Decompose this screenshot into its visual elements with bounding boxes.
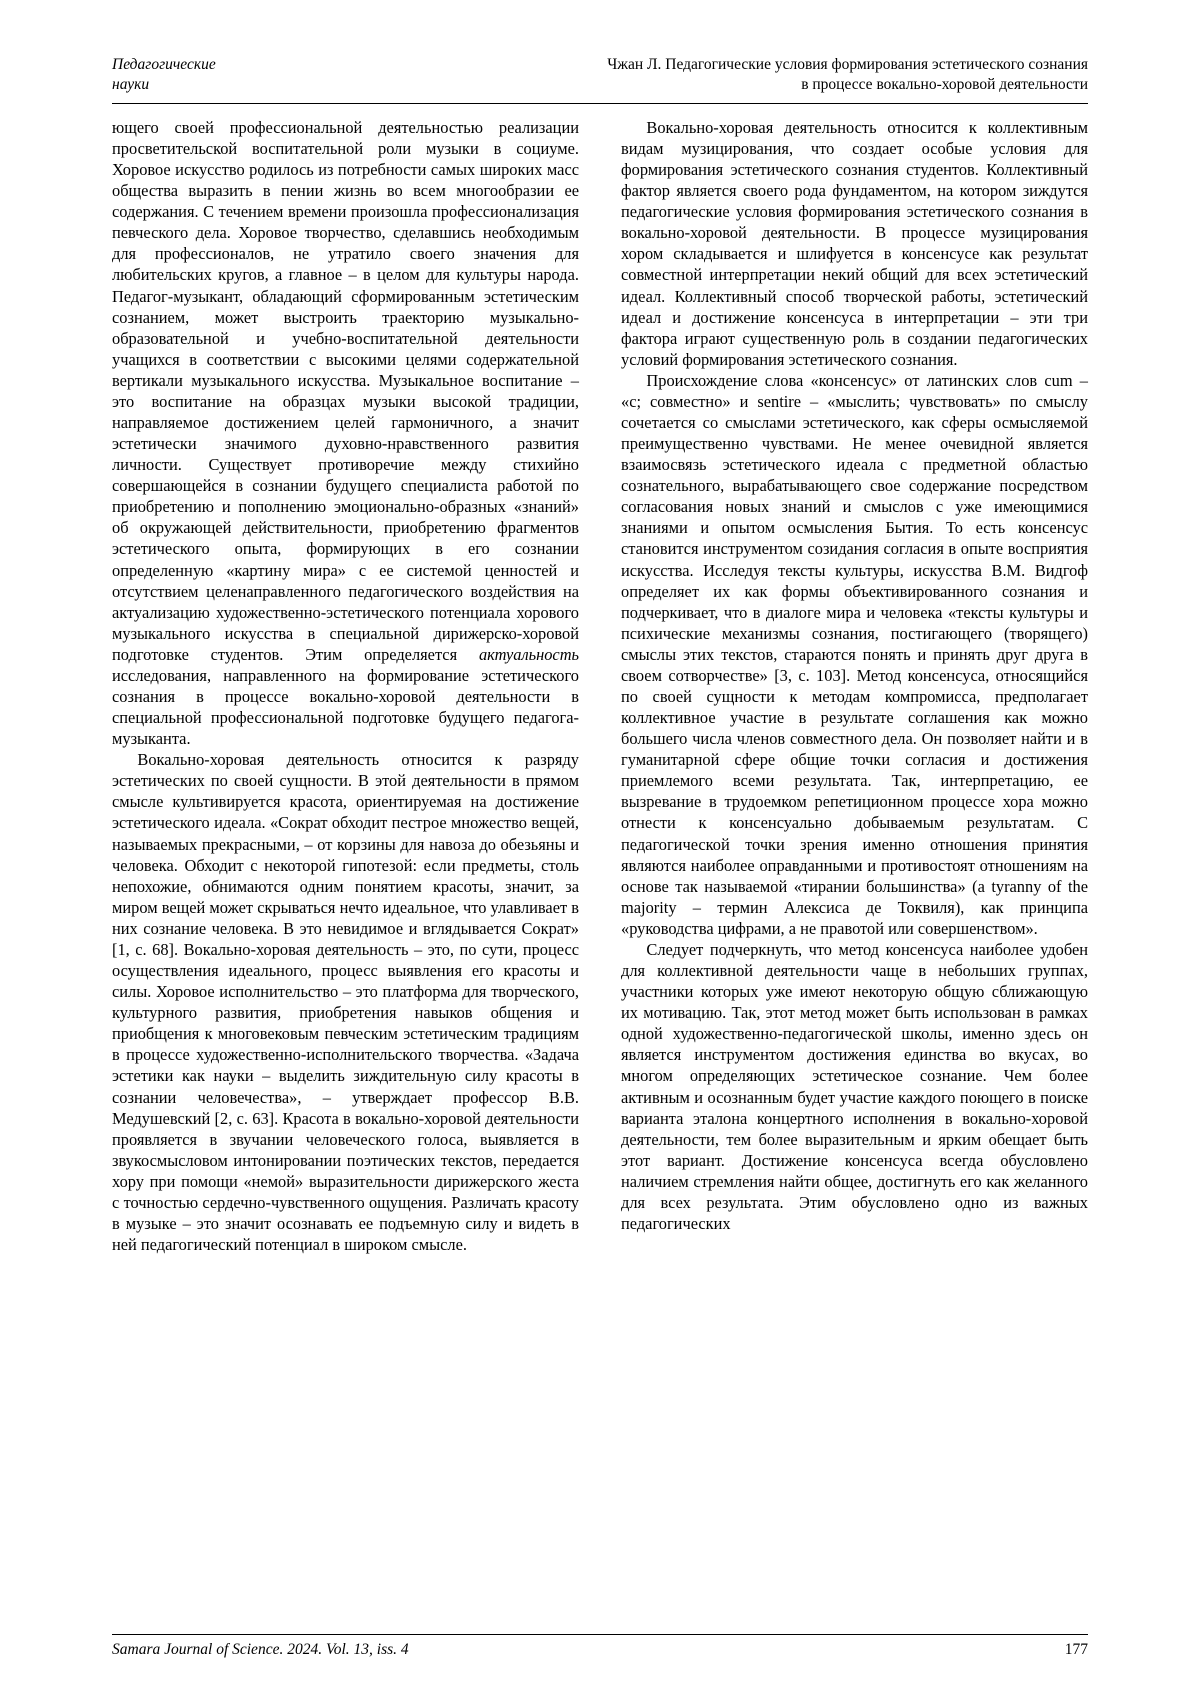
paragraph-emphasis: актуальность: [478, 644, 579, 664]
running-head-section: [112, 55, 424, 96]
page-footer: [112, 1634, 1088, 1659]
paragraph: Следует подчеркнуть, что метод консенсуса наиболее удобен для коллективной деятельности чаще в небольших группах, участники которых уже имеют некоторую общую сближающую их мотивацию. Так, этот метод может быть использован в рамках одной художественно-педагогической школы, именно здесь он является инструментом достижения единства во вкусах, во многом определяющих эстетическое сознание. Чем более активным и осознанным будет участие каждого поющего в поиске варианта эталона концертного исполнения в вокально-хоровой деятельности, тем более выразительным и ярким обещает быть этот вариант. Достижение консенсуса всегда обусловлено наличием стремления найти общее, достигнуть его как желанного для всех результата. Этим обусловлено одно из важных педагогических: [621, 939, 1088, 1233]
journal-citation: Samara Journal of Science. 2024. Vol. 13, iss. 4: [112, 1641, 409, 1658]
column-right: [621, 117, 1088, 1572]
running-head-title: [444, 55, 1088, 96]
running-head-title-line2: в процессе вокально-хоровой деятельности: [801, 76, 1088, 94]
page-number: 177: [1064, 1641, 1088, 1658]
paragraph: Вокально-хоровая деятельность относится к коллективным видам музицирования, что создает особые условия для формирования эстетического сознания студентов. Коллективный фактор является своего рода фундаментом, на котором зиждутся педагогические условия формирования эстетического сознания в вокально-хоровой деятельности. В процессе музицирования хором складывается и шлифуется в консенсусе как результат совместной интерпретации некий общий для всех эстетический идеал. Коллективный способ творческой работы, эстетический идеал и достижение консенсуса в интерпретации – эти три фактора играют существенную роль в создании педагогических условий формирования эстетического сознания.: [621, 117, 1088, 369]
paragraph: [112, 117, 579, 749]
running-head-section-line1: Педагогические: [112, 56, 216, 73]
paragraph-text-tail: исследования, направленного на формирование эстетического сознания в процессе вокально-хоровой деятельности в специальной профессиональной подготовке будущего педагога-музыканта.: [112, 665, 579, 749]
running-head: [112, 55, 1088, 104]
paragraph-text: ющего своей профессиональной деятельностью реализации просветительской воспитательной роли музыки в социуме. Хоровое искусство родилось из потребности самых широких масс общества выразить в пении жизнь во всем многообразии ее содержания. С течением времени произошла профессионализация певческого дела. Хоровое творчество, сделавшись необходимым для профессионалов, не утратило своего значения для любительских кругов, а главное – в целом для культуры народа. Педагог-музыкант, обладающий сформированным эстетическим сознанием, может выстроить траекторию музыкально-образовательной и учебно-воспитательной деятельности учащихся в соответствии с высокими целями содержательной вертикали музыкального искусства. Музыкальное воспитание – это воспитание на образцах музыки высокой традиции, направляемое достижением целей гармоничного, а значит эстетически значимого духовно-нравственного развития личности. Существует противоречие между стихийно совершающейся в сознании будущего специалиста работой по приобретению и пополнению эмоционально-образных «знаний» об окружающей действительности, приобретению фрагментов эстетического опыта, формирующих в его сознании определенную «картину мира» с ее системой ценностей и отсутствием целенаправленного педагогического воздействия на актуализацию художественно-эстетического потенциала хорового музыкального искусства в специальной дирижерско-хоровой подготовке студентов. Этим определяется: [112, 117, 579, 664]
running-head-section-line2: науки: [112, 76, 150, 94]
column-left: [112, 117, 579, 1572]
paragraph: Происхождение слова «консенсус» от латинских слов cum – «с; совместно» и sentire – «мыслить; чувствовать» по смыслу сочетается со смыслами эстетического, как сферы осмысляемой преимущественно чувствами. Не менее очевидной является взаимосвязь эстетического идеала с предметной областью сознательного, вырабатывающего свое содержание посредством согласования новых знаний и смыслов с уже имеющимися знаниями и опытом осмысления Бытия. То есть консенсус становится инструментом созидания согласия в опыте восприятия искусства. Исследуя тексты культуры, искусства В.М. Видгоф определяет их как формы объективированного сознания и подчеркивает, что в диалоге мира и человека «тексты культуры и психические механизмы сознания, постигающего (творящего) смыслы этих текстов, стараются понять и принять друг друга в своем сотворчестве» [3, с. 103]. Метод консенсуса, относящийся по своей сущности к методам компромисса, предполагает коллективное участие в результате соглашения как можно большего числа членов совместного дела. Он позволяет найти и в гуманитарной сфере общие точки согласия и достижения приемлемого всеми результата. Так, интерпретацию, ее вызревание в трудоемком репетиционном процессе хора можно отнести к консенсуально добываемым результатам. С педагогической точки зрения именно отношения принятия являются наиболее оправданными и противостоят отношениям на основе так называемой «тирании большинства» (a tyranny of the majority – термин Алексиса де Токвиля), как принципа «руководства цифрами, а не правотой или совершенством».: [621, 370, 1088, 938]
paragraph: Вокально-хоровая деятельность относится к разряду эстетических по своей сущности. В этой деятельности в прямом смысле культивируется красота, ориентируемая на достижение эстетического идеала. «Сократ обходит пестрое множество вещей, называемых прекрасными, – от корзины для навоза до обезьяны и человека. Обходит с некоторой гипотезой: если предметы, столь непохожие, обнимаются одним понятием красоты, значит, за миром вещей может скрываться нечто идеальное, что улавливает в них сознание человека. В это невидимое и вглядывается Сократ» [1, с. 68]. Вокально-хоровая деятельность – это, по сути, процесс осуществления идеального, процесс выявления его красоты и силы. Хоровое исполнительство – это платформа для творческого, культурного развития, приобретения навыков общения и приобщения к многовековым певческим эстетическим традициям в процессе художественно-исполнительского творчества. «Задача эстетики как науки – выделить зиждительную силу красоты в сознании человечества», – утверждает профессор В.В. Медушевский [2, с. 63]. Красота в вокально-хоровой деятельности проявляется в звучании человеческого голоса, выявляется в звукосмысловом интонировании поэтических текстов, передается хору при помощи «немой» выразительности дирижерского жеста с точностью сердечно-чувственного ощущения. Различать красоту в музыке – это значит осознавать ее подъемную силу и видеть в ней педагогический потенциал в широком смысле.: [112, 750, 579, 1255]
running-head-title-line1: Чжан Л. Педагогические условия формирования эстетического сознания: [607, 56, 1088, 73]
body-columns: [112, 117, 1088, 1572]
